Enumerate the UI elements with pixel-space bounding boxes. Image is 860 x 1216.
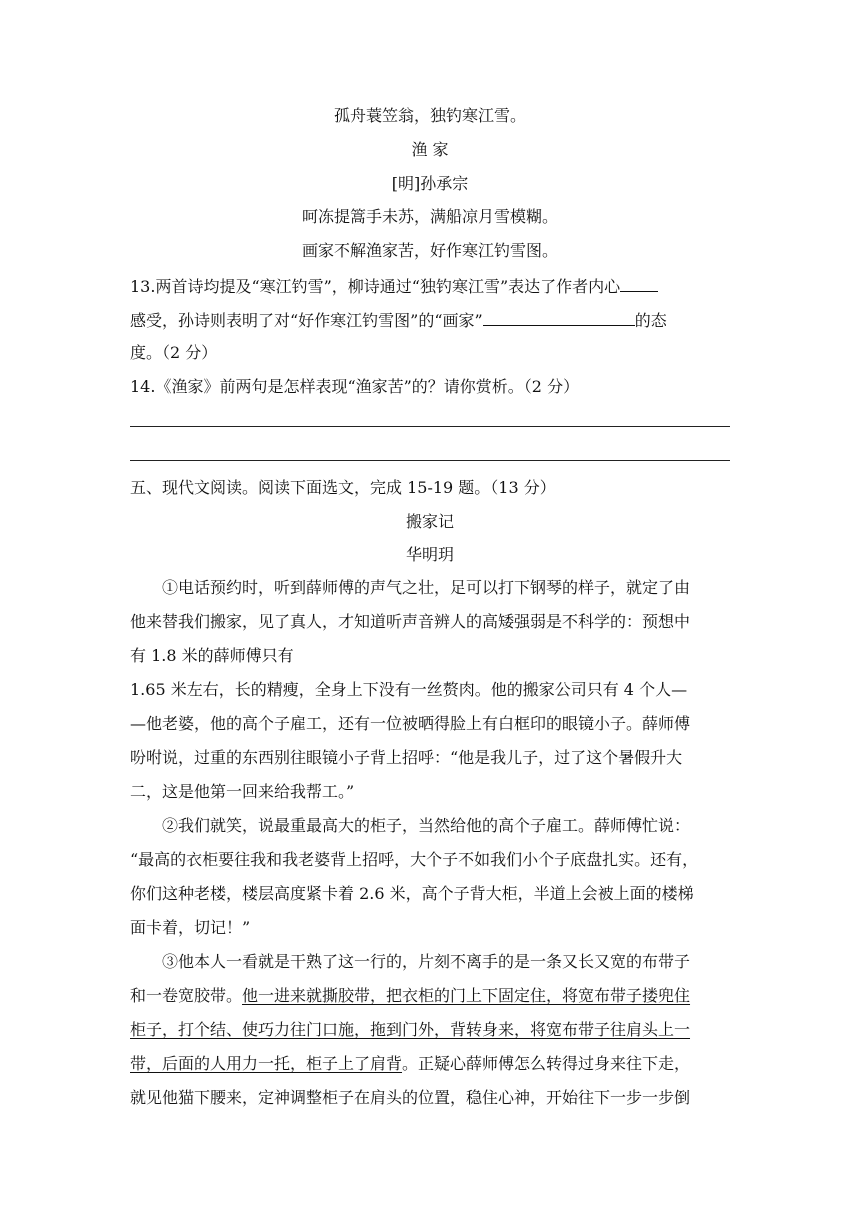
question-14: 14.《渔家》前两句是怎样表现“渔家苦”的？请你赏析。（2 分） (130, 377, 580, 396)
underlined-passage-middle: 柜子，打个结、使巧力往门口施，拖到门外，背转身来，将宽布带子往肩头上一 (130, 1020, 691, 1039)
question-13-text-3: 的态 (634, 311, 667, 330)
question-13-line1 (130, 275, 730, 297)
question-13-text: 13.两首诗均提及“寒江钓雪”，柳诗通过“独钓寒江雪”表达了作者内心 (130, 277, 621, 296)
essay-p1-line4: 1.65 米左右，长的精瘦，全身上下没有一丝赘肉。他的搬家公司只有 4 个人— (130, 680, 688, 699)
question-13-line2 (130, 309, 730, 331)
essay-p3-line5: 就见他猫下腰来，定神调整柜子在肩头的位置，稳住心神，开始往下一步一步倒 (130, 1088, 691, 1107)
essay-p1-line6: 吩咐说，过重的东西别往眼镜小子背上招呼：“他是我儿子，过了这个暑假升大 (130, 748, 683, 767)
essay-p2-line1: ②我们就笑，说最重最高大的柜子，当然给他的高个子雇工。薛师傅忙说： (162, 816, 691, 835)
essay-p3-line4-plain: 。正疑心薛师傅怎么转得过身来往下走， (402, 1054, 691, 1073)
underlined-passage-start: 他一进来就撕胶带，把衣柜的门上下固定住，将宽布带子搂兜住 (242, 986, 691, 1005)
essay-p2-line4: 面卡着，切记！” (130, 918, 251, 937)
poem2-line1: 呵冻提篙手未苏，满船凉月雪模糊。 (301, 207, 558, 226)
poem1-last-line: 孤舟蓑笠翁，独钓寒江雪。 (333, 106, 526, 125)
essay-p3-line2-plain: 和一卷宽胶带。 (130, 986, 243, 1005)
essay-p3-line4 (130, 1054, 730, 1074)
answer-blank-13b[interactable] (483, 309, 635, 326)
poem2-author: [明]孙承宗 (391, 174, 469, 193)
essay-title: 搬家记 (405, 512, 454, 531)
section-5-heading: 五、现代文阅读。阅读下面选文，完成 15-19 题。（13 分） (130, 478, 556, 497)
question-13-text-2: 感受，孙诗则表明了对“好作寒江钓雪图”的“画家” (130, 311, 483, 330)
underlined-passage-end: 带，后面的人用力一托，柜子上了肩背 (130, 1054, 403, 1073)
answer-line-14b[interactable] (130, 460, 730, 461)
essay-p3-line1: ③他本人一看就是干熟了这一行的，片刻不离手的是一条又长又宽的布带子 (162, 952, 691, 971)
essay-p1-line1: ①电话预约时，听到薛师傅的声气之壮，足可以打下钢琴的样子，就定了由 (162, 578, 691, 597)
essay-p3-line3 (130, 1020, 730, 1040)
essay-p3-line2 (130, 986, 730, 1006)
answer-blank-13a[interactable] (620, 275, 658, 292)
poem2-title: 渔 家 (411, 140, 449, 159)
answer-line-14a[interactable] (130, 426, 730, 427)
essay-p2-line3: 你们这种老楼，楼层高度紧卡着 2.6 米，高个子背大柜，半道上会被上面的楼梯 (130, 884, 694, 903)
essay-author: 华明玥 (405, 545, 454, 564)
essay-p1-line7: 二，这是他第一回来给我帮工。” (130, 782, 355, 801)
essay-p2-line2: “最高的衣柜要往我和我老婆背上招呼，大个子不如我们小个子底盘扎实。还有， (130, 850, 699, 869)
essay-p1-line2: 他来替我们搬家，见了真人，才知道听声音辨人的高矮强弱是不科学的：预想中 (130, 612, 691, 631)
essay-p1-line3: 有 1.8 米的薛师傅只有 (130, 646, 294, 665)
poem2-line2: 画家不解渔家苦，好作寒江钓雪图。 (301, 241, 558, 260)
essay-p1-line5: —他老婆，他的高个子雇工，还有一位被晒得脸上有白框印的眼镜小子。薛师傅 (130, 714, 691, 733)
question-13-score: 度。（2 分） (130, 343, 218, 362)
